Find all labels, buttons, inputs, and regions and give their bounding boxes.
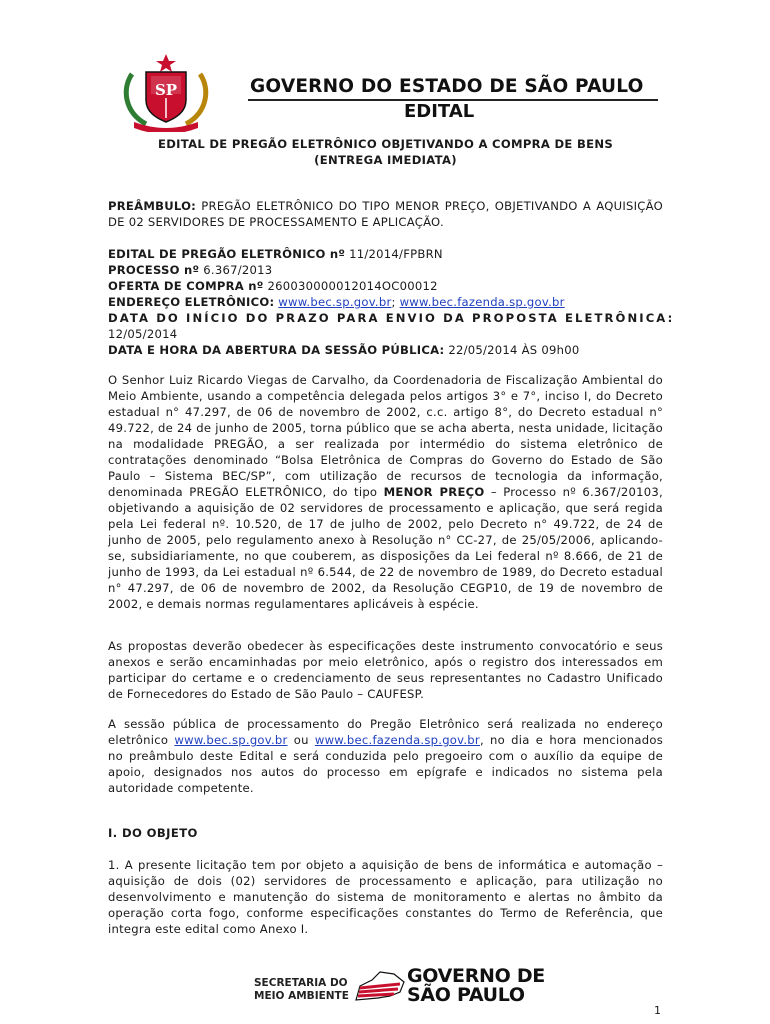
preamble-label: PREÂMBULO: xyxy=(108,199,197,213)
section-objeto-text: 1. A presente licitação tem por objeto a aquisição de bens de informática e automação – aquisição de dois (02) servidores de processamento e aplicação, para utilização no desenvolvimento e manutenção do sistema de monitoramento e alertas no âmbito da operação corta fogo, conforme especificações constantes do Termo de Referência, que integra este edital como Anexo I. xyxy=(108,858,663,936)
processo-label: PROCESSO nº xyxy=(108,263,200,277)
preamble xyxy=(108,198,663,230)
document-title-line1: EDITAL DE PREGÃO ELETRÔNICO OBJETIVANDO A COMPRA DE BENS xyxy=(158,137,613,151)
abertura-label: DATA E HORA DA ABERTURA DA SESSÃO PÚBLICA: xyxy=(108,343,445,357)
abertura-value: 22/05/2014 ÀS 09h00 xyxy=(448,343,580,357)
government-title: GOVERNO DO ESTADO DE SÃO PAULO xyxy=(250,76,644,97)
section-objeto-heading: I. DO OBJETO xyxy=(108,826,198,840)
svg-text:SP: SP xyxy=(154,81,178,99)
processo-value: 6.367/2013 xyxy=(203,263,273,277)
bec-link-2[interactable]: www.bec.sp.gov.br xyxy=(174,733,288,747)
paragraph-intro-text1: O Senhor Luiz Ricardo Viegas de Carvalho, da Coordenadoria de Fiscalização Ambiental do Meio Ambiente, usando a competência delegada pelos artigos 3° e 7°, inciso I, do Decreto estadual n° 47.297, de 06 de novembro de 2002, c.c. artigo 8°, do Decreto estadual n° 49.722, de 24 de junho de 2005, torna público que se acha aberta, nesta unidade, licitação na modalidade PREGÃO, a ser realizada por intermédio do sistema eletrônico de contratações denominado “Bolsa Eletrônica de Compras do Governo do Estado de São Paulo – Sistema BEC/SP”, com utilização de recursos de tecnologia da informação, denominada PREGÃO ELETRÔNICO, do tipo xyxy=(108,373,663,499)
sao-paulo-coat-of-arms-icon xyxy=(118,52,214,132)
page-number: 1 xyxy=(654,1004,661,1017)
inicio-label: DATA DO INÍCIO DO PRAZO PARA ENVIO DA PROPOSTA ELETRÔNICA: xyxy=(108,311,675,325)
sao-paulo-map-logo-icon xyxy=(350,966,410,1006)
paragraph-sessao-text1: A sessão pública de processamento do Pregão Eletrônico será realizada no endereço eletrônico xyxy=(108,717,663,747)
inicio-value: 12/05/2014 xyxy=(108,327,178,341)
oferta-value: 260030000012014OC00012 xyxy=(267,279,438,293)
bec-fazenda-link-2[interactable]: www.bec.fazenda.sp.gov.br xyxy=(314,733,480,747)
edital-number-value: 11/2014/FPBRN xyxy=(349,247,443,261)
edital-info-block xyxy=(108,246,675,358)
edital-heading: EDITAL xyxy=(404,101,475,122)
paragraph-intro xyxy=(108,372,663,612)
governo-sp-logo-text xyxy=(407,967,545,1005)
paragraph-intro-text2: – Processo nº 6.367/20103, objetivando a aquisição de 02 servidores de processamento e aplicação, que será regida pela Lei federal nº. 10.520, de 17 de julho de 2002, pelo Decreto n° 49.722, de 24 de junho de 2005, pelo regulamento anexo à Resolução n° CC-27, de 25/05/2006, aplicando-se, subsidiariamente, no que couberem, as disposições da Lei federal nº 8.666, de 21 de junho de 1993, da Lei estadual nº 6.544, de 22 de novembro de 1989, do Decreto estadual n° 47.297, de 06 de novembro de 2002, da Resolução CEGP10, de 19 de novembro de 2002, e demais normas regulamentares aplicáveis à espécie. xyxy=(108,485,663,611)
link-separator: ; xyxy=(391,295,396,309)
governo-line1: GOVERNO DE xyxy=(407,965,545,987)
menor-preco-bold: MENOR PREÇO xyxy=(383,485,485,499)
governo-line2: SÃO PAULO xyxy=(407,984,525,1006)
document-title xyxy=(108,136,663,168)
endereco-label: ENDEREÇO ELETRÔNICO: xyxy=(108,295,275,309)
paragraph-sessao-text3: , no dia e hora mencionados no preâmbulo deste Edital e será conduzida pelo pregoeiro com o auxílio da equipe de apoio, designados nos autos do processo em epígrafe e indicados no sistema pela autoridade competente. xyxy=(108,733,663,795)
secretaria-logo-text xyxy=(254,977,349,1003)
oferta-label: OFERTA DE COMPRA nº xyxy=(108,279,264,293)
bec-fazenda-link[interactable]: www.bec.fazenda.sp.gov.br xyxy=(399,295,565,309)
paragraph-sessao xyxy=(108,716,663,796)
secretaria-line1: SECRETARIA DO xyxy=(254,977,348,989)
preamble-text: PREGÃO ELETRÔNICO DO TIPO MENOR PREÇO, OBJETIVANDO A AQUISIÇÃO DE 02 SERVIDORES DE PROCESSAMENTO E APLICAÇÃO. xyxy=(108,199,663,229)
document-title-line2: (ENTREGA IMEDIATA) xyxy=(314,153,457,167)
paragraph-sessao-text2: ou xyxy=(287,733,315,747)
paragraph-propostas: As propostas deverão obedecer às especificações deste instrumento convocatório e seus anexos e serão encaminhadas por meio eletrônico, após o registro dos interessados em participar do certame e o credenciamento de seus representantes no Cadastro Unificado de Fornecedores do Estado de São Paulo – CAUFESP. xyxy=(108,639,663,701)
bec-link[interactable]: www.bec.sp.gov.br xyxy=(278,295,392,309)
edital-number-label: EDITAL DE PREGÃO ELETRÔNICO nº xyxy=(108,247,346,261)
secretaria-line2: MEIO AMBIENTE xyxy=(254,990,349,1002)
